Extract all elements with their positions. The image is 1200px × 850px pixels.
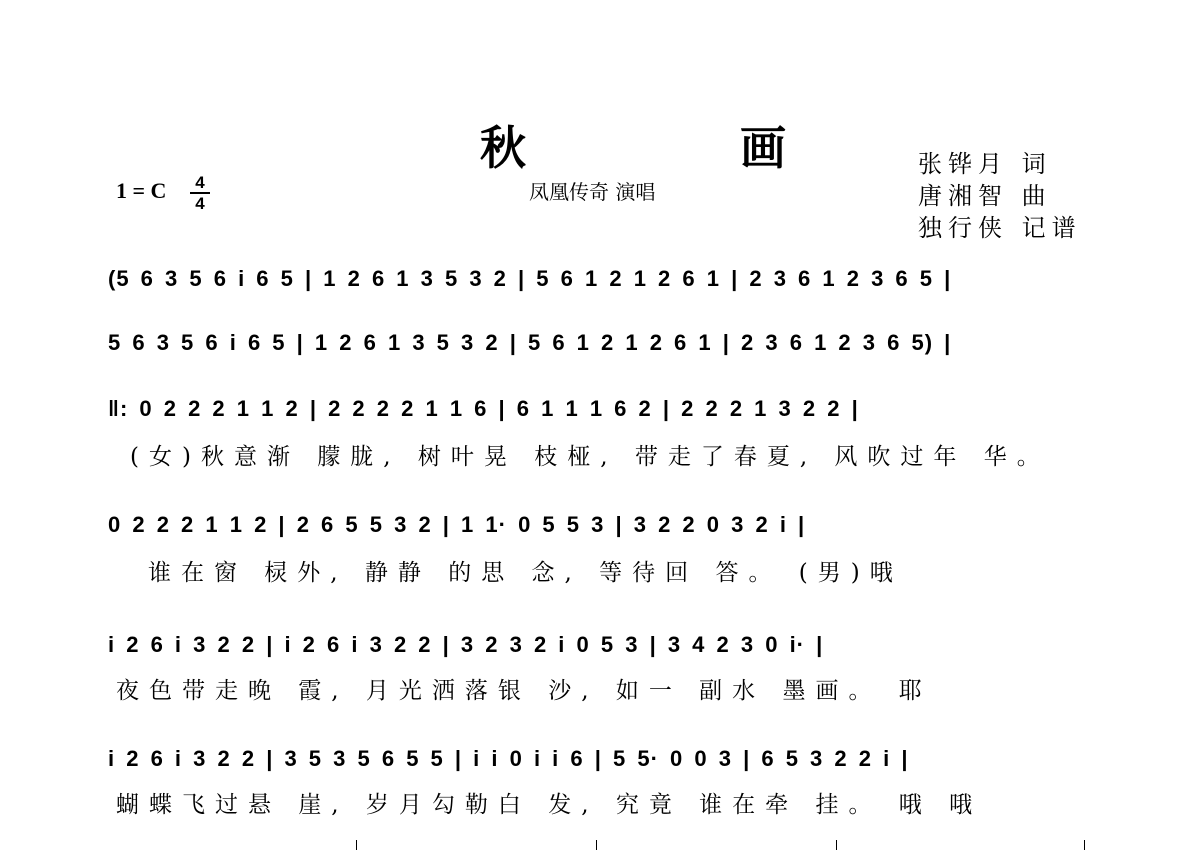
key-signature: 1 = C	[116, 178, 167, 203]
time-signature-beats: 4	[195, 173, 205, 192]
lyricist-credit: 张铧月 词	[918, 150, 1052, 178]
notation: 0 2 2 2 1 1 2 | 2 6 5 5 3 2 | 1 1· 0 5 5 3 | 3 2 2 0 3 2 i |	[108, 512, 806, 537]
staff-line-2	[108, 330, 1098, 356]
notation: (5 6 3 5 6 i 6 5 | 1 2 6 1 3 5 3 2 | 5 6 1 2 1 2 6 1 | 2 3 6 1 2 3 6 5 |	[108, 266, 952, 291]
barline	[1084, 840, 1085, 850]
notation: 5 6 3 5 6 i 6 5 | 1 2 6 1 3 5 3 2 | 5 6 1 2 1 2 6 1 | 2 3 6 1 2 3 6 5) |	[108, 330, 952, 355]
notation: i 2 6 i 3 2 2 | i 2 6 i 3 2 2 | 3 2 3 2 i 0 5 3 | 3 4 2 3 0 i· |	[108, 632, 824, 657]
lyrics: (女)秋意渐 朦胧, 树叶晃 枝桠, 带走了春夏, 风吹过年 华。	[130, 444, 1050, 470]
time-signature	[190, 174, 210, 212]
staff-line-1	[108, 266, 1098, 292]
composer-credit: 唐湘智 曲	[918, 182, 1052, 210]
staff-line-6	[108, 746, 1098, 818]
notation: i 2 6 i 3 2 2 | 3 5 3 5 6 5 5 | i i 0 i i 6 | 5 5· 0 0 3 | 6 5 3 2 2 i |	[108, 746, 909, 771]
barline	[596, 840, 597, 850]
transcriber-credit: 独行侠 记谱	[918, 214, 1082, 242]
lyrics: 谁在窗 棂外, 静静 的思 念, 等待回 答。 (男)哦	[148, 560, 903, 586]
song-title: 秋 画	[480, 121, 870, 175]
staff-line-4	[108, 512, 1098, 586]
staff-line-5	[108, 632, 1098, 704]
barline	[356, 840, 357, 850]
time-signature-unit: 4	[195, 194, 205, 213]
notation: ‖: 0 2 2 2 1 1 2 | 2 2 2 2 1 1 6 | 6 1 1 1 6 2 | 2 2 2 1 3 2 2 |	[108, 396, 859, 421]
performer-line: 凤凰传奇 演唱	[529, 180, 656, 204]
lyrics: 蝴蝶飞过悬 崖, 岁月勾勒白 发, 究竟 谁在牵 挂。 哦 哦	[116, 792, 983, 818]
barline	[836, 840, 837, 850]
staff-line-3	[108, 396, 1098, 470]
lyrics: 夜色带走晚 霞, 月光洒落银 沙, 如一 副水 墨画。 耶	[116, 678, 932, 704]
